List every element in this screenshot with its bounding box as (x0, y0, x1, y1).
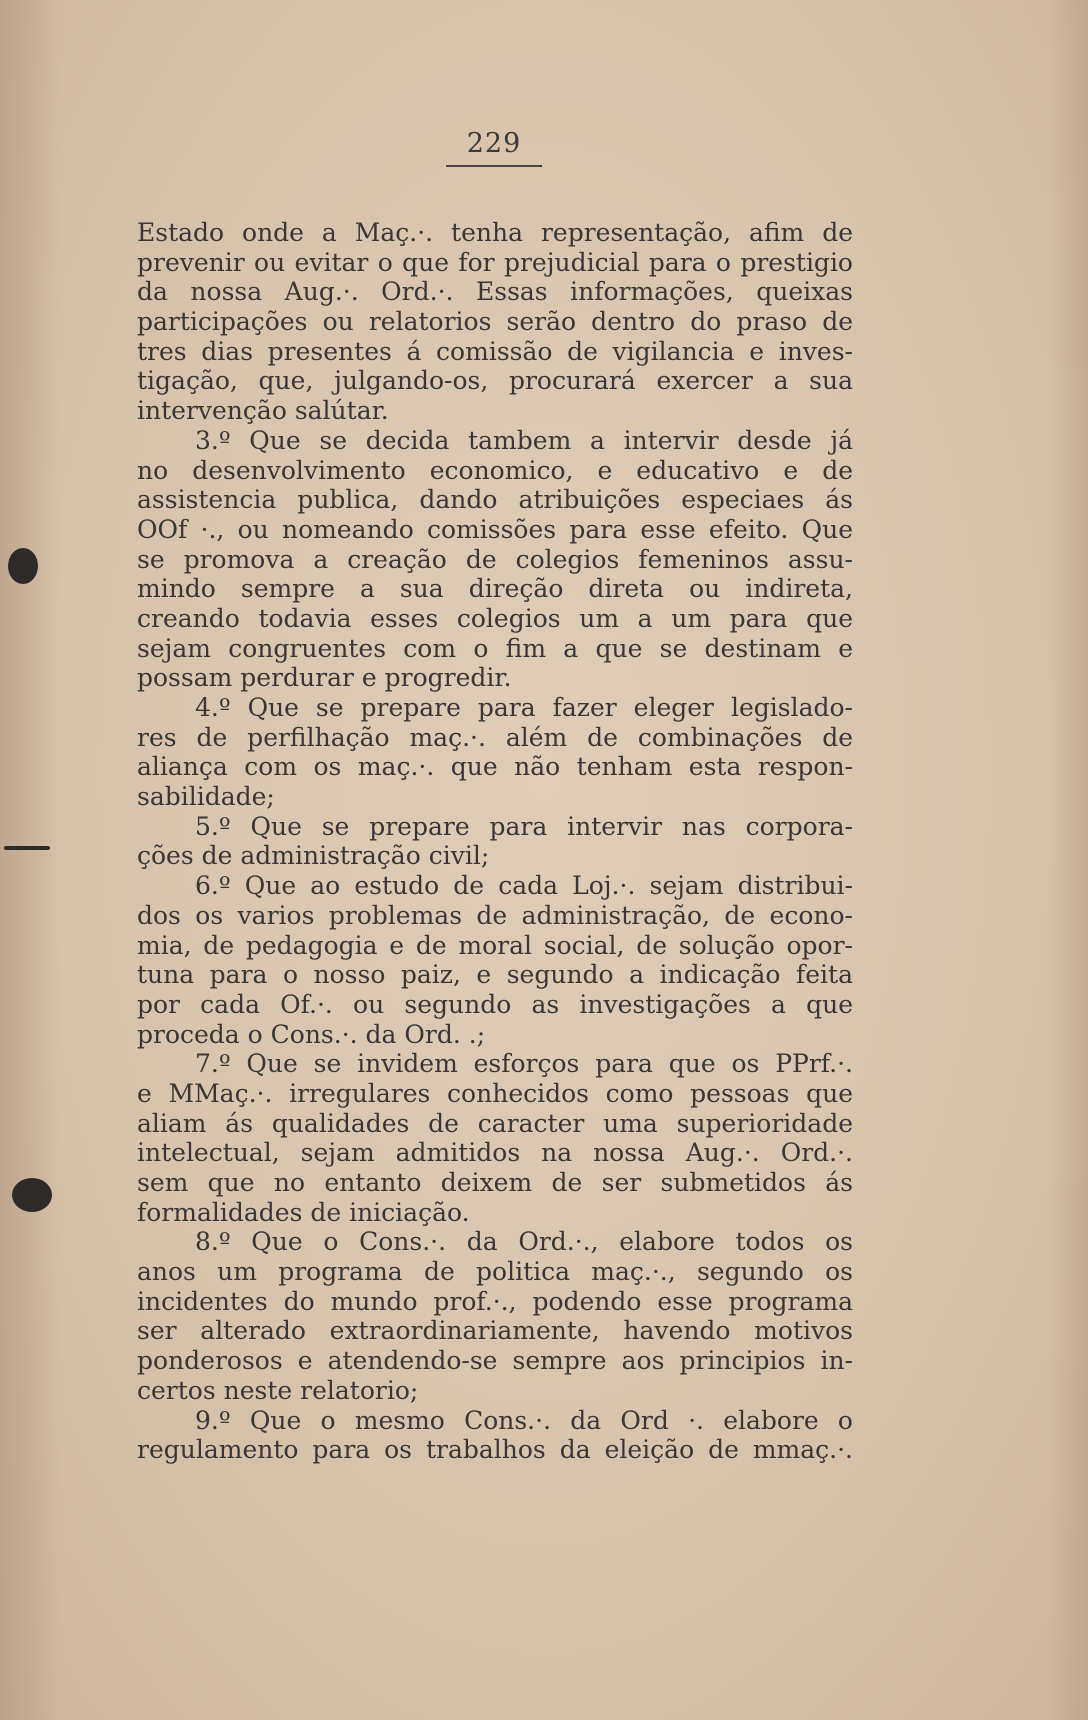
ink-blot-upper-left (8, 548, 38, 584)
page-number-rule (446, 165, 542, 167)
text-line: tigação, que, julgando-os, procurará exercer a sua (137, 366, 853, 396)
text-line: certos neste relatorio; (137, 1375, 419, 1405)
text-line: creando todavia esses colegios um a um para que (137, 603, 853, 633)
text-line: 3.º Que se decida tambem a intervir desde já (195, 425, 853, 455)
text-line: anos um programa de politica maç.·., segundo os (137, 1257, 853, 1287)
text-line: 7.º Que se invidem esforços para que os PPrf.·. (195, 1049, 853, 1079)
body-text (137, 218, 853, 1465)
text-line: da nossa Aug.·. Ord.·. Essas informações, queixas (137, 277, 853, 307)
text-line: intelectual, sejam admitidos na nossa Aug.·. Ord.·. (137, 1138, 853, 1168)
text-line: se promova a creação de colegios femeninos assu- (137, 544, 853, 574)
text-line: proceda o Cons.·. da Ord. .; (137, 1019, 486, 1049)
text-line: aliam ás qualidades de caracter uma superioridade (137, 1108, 853, 1138)
text-line: 9.º Que o mesmo Cons.·. da Ord ·. elabore o (195, 1405, 853, 1435)
text-line: assistencia publica, dando atribuições especiaes ás (137, 485, 853, 515)
text-line: ções de administração civil; (137, 841, 490, 871)
text-line: prevenir ou evitar o que for prejudicial para o prestigio (137, 247, 853, 277)
text-line: intervenção salútar. (137, 396, 389, 426)
text-line: aliança com os maç.·. que não tenham esta respon- (137, 752, 853, 782)
text-line: regulamento para os trabalhos da eleição de mmaç.·. (137, 1435, 853, 1465)
text-line: tres dias presentes á comissão de vigilancia e inves- (137, 336, 853, 366)
text-line: sabilidade; (137, 782, 275, 812)
text-line: res de perfilhação maç.·. além de combinações de (137, 722, 853, 752)
ink-blot-lower-left (12, 1178, 52, 1212)
text-line: mia, de pedagogia e de moral social, de solução opor- (137, 930, 853, 960)
text-line: tuna para o nosso paiz, e segundo a indicação feita (137, 960, 853, 990)
text-line: incidentes do mundo prof.·., podendo esse programa (137, 1286, 853, 1316)
text-line: ser alterado extraordinariamente, havendo motivos (137, 1316, 853, 1346)
text-line: 4.º Que se prepare para fazer eleger legislado- (195, 693, 853, 722)
text-line: no desenvolvimento economico, e educativo e de (137, 455, 853, 485)
text-line: dos os varios problemas de administração, de econo- (137, 900, 853, 930)
text-line: sem que no entanto deixem de ser submetidos ás (137, 1168, 853, 1197)
page-number: 229 (466, 128, 522, 159)
text-line: Estado onde a Maç.·. tenha representação, afim de (137, 218, 853, 247)
text-line: participações ou relatorios serão dentro do praso de (137, 307, 853, 337)
page-edge-shadow-right (1048, 0, 1088, 1720)
text-line: por cada Of.·. ou segundo as investigações a que (137, 989, 853, 1019)
text-line: sejam congruentes com o fim a que se destinam e (137, 633, 853, 663)
text-line: e MMaç.·. irregulares conhecidos como pessoas que (137, 1078, 853, 1108)
text-line: 6.º Que ao estudo de cada Loj.·. sejam distribui- (195, 871, 853, 901)
text-line: formalidades de iniciação. (137, 1197, 470, 1227)
text-line: ponderosos e atendendo-se sempre aos principios in- (137, 1346, 853, 1376)
page-edge-shadow-left (0, 0, 60, 1720)
text-line: 5.º Que se prepare para intervir nas corpora- (195, 811, 853, 841)
text-line: 8.º Que o Cons.·. da Ord.·., elabore todos os (195, 1227, 853, 1257)
ink-mark-left-margin (4, 846, 50, 850)
text-line: OOf ·., ou nomeando comissões para esse efeito. Que (137, 514, 853, 544)
text-line: possam perdurar e progredir. (137, 663, 512, 693)
text-line: mindo sempre a sua direção direta ou indireta, (137, 574, 853, 604)
